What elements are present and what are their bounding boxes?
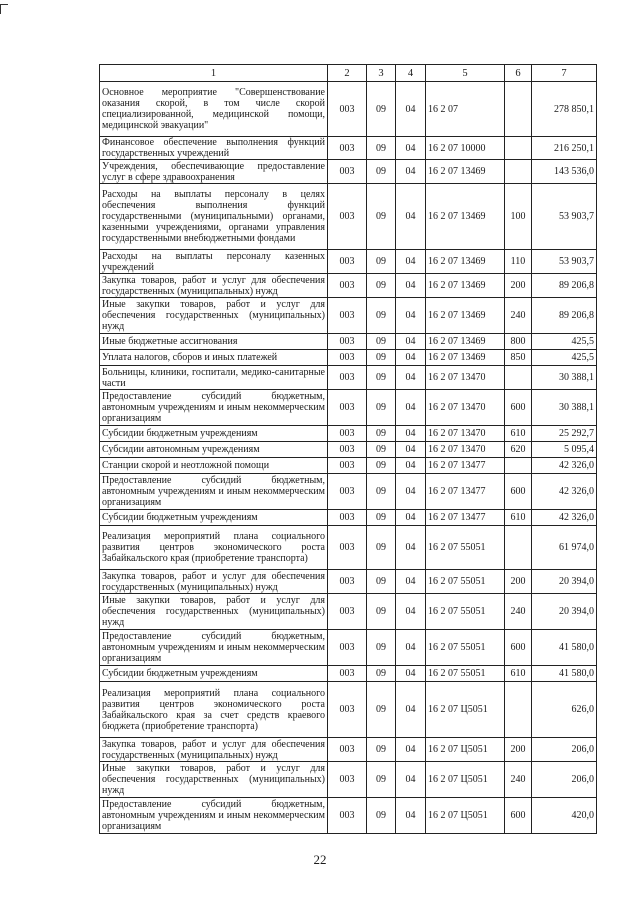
cell-admin-code: 003 — [328, 366, 367, 390]
cell-amount: 20 394,0 — [532, 570, 597, 594]
cell-section: 09 — [367, 526, 396, 570]
cell-admin-code: 003 — [328, 474, 367, 510]
cell-target-article: 16 2 07 Ц5051 — [426, 738, 505, 762]
cell-subsection: 04 — [396, 458, 426, 474]
header-col-4: 4 — [396, 65, 426, 82]
cell-amount: 41 580,0 — [532, 666, 597, 682]
cell-subsection: 04 — [396, 366, 426, 390]
cell-section: 09 — [367, 762, 396, 798]
table-row — [100, 298, 597, 334]
cell-expense-type: 240 — [505, 762, 532, 798]
cell-amount: 206,0 — [532, 738, 597, 762]
cell-admin-code: 003 — [328, 298, 367, 334]
cell-expense-type: 100 — [505, 184, 532, 250]
cell-target-article: 16 2 07 13469 — [426, 160, 505, 184]
cell-subsection: 04 — [396, 666, 426, 682]
cell-expense-type: 200 — [505, 570, 532, 594]
cell-expense-type: 200 — [505, 738, 532, 762]
cell-name: Станции скорой и неотложной помощи — [100, 458, 328, 474]
cell-admin-code: 003 — [328, 250, 367, 274]
cell-target-article: 16 2 07 13477 — [426, 510, 505, 526]
cell-section: 09 — [367, 350, 396, 366]
cell-subsection: 04 — [396, 82, 426, 137]
cell-expense-type: 600 — [505, 630, 532, 666]
cell-amount: 89 206,8 — [532, 298, 597, 334]
cell-name: Иные закупки товаров, работ и услуг для обеспечения государственных (муниципальных) нужд — [100, 298, 328, 334]
cell-name: Закупка товаров, работ и услуг для обеспечения государственных (муниципальных) нужд — [100, 274, 328, 298]
cell-name: Субсидии бюджетным учреждениям — [100, 426, 328, 442]
cell-target-article: 16 2 07 Ц5051 — [426, 798, 505, 834]
cell-admin-code: 003 — [328, 682, 367, 738]
table-row — [100, 798, 597, 834]
table-row — [100, 510, 597, 526]
cell-expense-type: 610 — [505, 426, 532, 442]
cell-amount: 42 326,0 — [532, 458, 597, 474]
table-row — [100, 442, 597, 458]
cell-expense-type: 620 — [505, 442, 532, 458]
cell-admin-code: 003 — [328, 798, 367, 834]
cell-section: 09 — [367, 426, 396, 442]
cell-name: Иные закупки товаров, работ и услуг для обеспечения государственных (муниципальных) нужд — [100, 762, 328, 798]
table-row — [100, 274, 597, 298]
cell-subsection: 04 — [396, 570, 426, 594]
cell-expense-type: 610 — [505, 666, 532, 682]
cell-name: Реализация мероприятий плана социального развития центров экономического роста Забайкальского края за счет средств краевого бюджета (приобретение транспорта) — [100, 682, 328, 738]
cell-section: 09 — [367, 458, 396, 474]
cell-target-article: 16 2 07 13470 — [426, 442, 505, 458]
cell-target-article: 16 2 07 55051 — [426, 630, 505, 666]
cell-expense-type: 200 — [505, 274, 532, 298]
cell-name: Предоставление субсидий бюджетным, автономным учреждениям и иным некоммерческим организациям — [100, 474, 328, 510]
cell-section: 09 — [367, 160, 396, 184]
table-row — [100, 250, 597, 274]
cell-amount: 206,0 — [532, 762, 597, 798]
cell-name: Иные бюджетные ассигнования — [100, 334, 328, 350]
cell-section: 09 — [367, 334, 396, 350]
cell-admin-code: 003 — [328, 160, 367, 184]
cell-subsection: 04 — [396, 334, 426, 350]
cell-name: Предоставление субсидий бюджетным, автономным учреждениям и иным некоммерческим организациям — [100, 798, 328, 834]
cell-amount: 420,0 — [532, 798, 597, 834]
cell-subsection: 04 — [396, 762, 426, 798]
cell-name: Уплата налогов, сборов и иных платежей — [100, 350, 328, 366]
cell-subsection: 04 — [396, 160, 426, 184]
cell-expense-type — [505, 682, 532, 738]
cell-section: 09 — [367, 630, 396, 666]
table-row — [100, 762, 597, 798]
cell-admin-code: 003 — [328, 350, 367, 366]
cell-target-article: 16 2 07 13477 — [426, 458, 505, 474]
page-number: 22 — [313, 852, 327, 867]
cell-target-article: 16 2 07 55051 — [426, 526, 505, 570]
cell-expense-type — [505, 458, 532, 474]
cell-section: 09 — [367, 442, 396, 458]
cell-admin-code: 003 — [328, 184, 367, 250]
cell-admin-code: 003 — [328, 510, 367, 526]
cell-expense-type — [505, 82, 532, 137]
cell-expense-type: 600 — [505, 474, 532, 510]
cell-name: Субсидии бюджетным учреждениям — [100, 510, 328, 526]
header-col-1: 1 — [100, 65, 328, 82]
cell-amount: 61 974,0 — [532, 526, 597, 570]
cell-section: 09 — [367, 184, 396, 250]
cell-subsection: 04 — [396, 594, 426, 630]
cell-name: Предоставление субсидий бюджетным, автономным учреждениям и иным некоммерческим организациям — [100, 630, 328, 666]
cell-target-article: 16 2 07 13470 — [426, 366, 505, 390]
table-row — [100, 474, 597, 510]
cell-admin-code: 003 — [328, 426, 367, 442]
cell-amount: 30 388,1 — [532, 366, 597, 390]
cell-expense-type — [505, 526, 532, 570]
cell-section: 09 — [367, 682, 396, 738]
cell-target-article: 16 2 07 13477 — [426, 474, 505, 510]
cell-amount: 25 292,7 — [532, 426, 597, 442]
cell-admin-code: 003 — [328, 526, 367, 570]
cell-name: Субсидии бюджетным учреждениям — [100, 666, 328, 682]
cell-target-article: 16 2 07 13470 — [426, 426, 505, 442]
cell-amount: 89 206,8 — [532, 274, 597, 298]
cell-name: Финансовое обеспечение выполнения функций государственных учреждений — [100, 137, 328, 160]
cell-subsection: 04 — [396, 526, 426, 570]
cell-amount: 20 394,0 — [532, 594, 597, 630]
cell-expense-type: 240 — [505, 594, 532, 630]
cell-admin-code: 003 — [328, 390, 367, 426]
table-row — [100, 334, 597, 350]
cell-amount: 53 903,7 — [532, 250, 597, 274]
cell-amount: 41 580,0 — [532, 630, 597, 666]
cell-admin-code: 003 — [328, 738, 367, 762]
header-col-7: 7 — [532, 65, 597, 82]
cell-expense-type: 600 — [505, 798, 532, 834]
header-col-2: 2 — [328, 65, 367, 82]
table-row — [100, 350, 597, 366]
cell-name: Основное мероприятие "Совершенствование оказания скорой, в том числе скорой специализированной, медицинской помощи, медицинской эвакуации" — [100, 82, 328, 137]
header-col-3: 3 — [367, 65, 396, 82]
cell-section: 09 — [367, 738, 396, 762]
table-row — [100, 426, 597, 442]
cell-admin-code: 003 — [328, 458, 367, 474]
cell-target-article: 16 2 07 Ц5051 — [426, 682, 505, 738]
table-row — [100, 630, 597, 666]
table-row — [100, 526, 597, 570]
cell-section: 09 — [367, 510, 396, 526]
table-row — [100, 594, 597, 630]
table-row — [100, 458, 597, 474]
cell-subsection: 04 — [396, 426, 426, 442]
cell-expense-type: 610 — [505, 510, 532, 526]
cell-subsection: 04 — [396, 137, 426, 160]
table-row — [100, 570, 597, 594]
cell-name: Учреждения, обеспечивающие предоставление услуг в сфере здравоохранения — [100, 160, 328, 184]
cell-section: 09 — [367, 390, 396, 426]
table-row — [100, 82, 597, 137]
table-header-row — [100, 65, 597, 82]
cell-section: 09 — [367, 274, 396, 298]
cell-admin-code: 003 — [328, 594, 367, 630]
cell-subsection: 04 — [396, 474, 426, 510]
cell-subsection: 04 — [396, 274, 426, 298]
cell-target-article: 16 2 07 13469 — [426, 298, 505, 334]
cell-subsection: 04 — [396, 184, 426, 250]
cell-target-article: 16 2 07 Ц5051 — [426, 762, 505, 798]
cell-name: Закупка товаров, работ и услуг для обеспечения государственных (муниципальных) нужд — [100, 738, 328, 762]
cell-amount: 425,5 — [532, 334, 597, 350]
table-row — [100, 390, 597, 426]
header-col-6: 6 — [505, 65, 532, 82]
cell-subsection: 04 — [396, 682, 426, 738]
cell-amount: 42 326,0 — [532, 474, 597, 510]
cell-amount: 42 326,0 — [532, 510, 597, 526]
cell-target-article: 16 2 07 10000 — [426, 137, 505, 160]
table-row — [100, 184, 597, 250]
cell-admin-code: 003 — [328, 274, 367, 298]
table-row — [100, 160, 597, 184]
cell-expense-type: 800 — [505, 334, 532, 350]
cell-subsection: 04 — [396, 390, 426, 426]
cell-subsection: 04 — [396, 630, 426, 666]
cell-amount: 425,5 — [532, 350, 597, 366]
cell-target-article: 16 2 07 55051 — [426, 594, 505, 630]
cell-section: 09 — [367, 474, 396, 510]
cell-target-article: 16 2 07 — [426, 82, 505, 137]
cell-expense-type: 600 — [505, 390, 532, 426]
cell-amount: 143 536,0 — [532, 160, 597, 184]
cell-amount: 53 903,7 — [532, 184, 597, 250]
cell-name: Иные закупки товаров, работ и услуг для обеспечения государственных (муниципальных) нужд — [100, 594, 328, 630]
cell-section: 09 — [367, 570, 396, 594]
header-col-5: 5 — [426, 65, 505, 82]
cell-section: 09 — [367, 137, 396, 160]
cell-admin-code: 003 — [328, 137, 367, 160]
cell-admin-code: 003 — [328, 442, 367, 458]
cell-target-article: 16 2 07 13470 — [426, 390, 505, 426]
cell-target-article: 16 2 07 13469 — [426, 250, 505, 274]
cell-target-article: 16 2 07 13469 — [426, 274, 505, 298]
cell-name: Предоставление субсидий бюджетным, автономным учреждениям и иным некоммерческим организациям — [100, 390, 328, 426]
cell-expense-type — [505, 366, 532, 390]
cell-amount: 278 850,1 — [532, 82, 597, 137]
table-row — [100, 682, 597, 738]
cell-subsection: 04 — [396, 798, 426, 834]
cell-expense-type: 240 — [505, 298, 532, 334]
cell-section: 09 — [367, 82, 396, 137]
budget-table — [99, 64, 597, 834]
cell-target-article: 16 2 07 13469 — [426, 350, 505, 366]
cell-admin-code: 003 — [328, 570, 367, 594]
cell-subsection: 04 — [396, 442, 426, 458]
cell-name: Больницы, клиники, госпитали, медико-санитарные части — [100, 366, 328, 390]
cell-expense-type — [505, 137, 532, 160]
cell-section: 09 — [367, 250, 396, 274]
cell-admin-code: 003 — [328, 762, 367, 798]
cell-name: Субсидии автономным учреждениям — [100, 442, 328, 458]
cell-subsection: 04 — [396, 298, 426, 334]
cell-subsection: 04 — [396, 510, 426, 526]
cell-section: 09 — [367, 366, 396, 390]
cell-admin-code: 003 — [328, 334, 367, 350]
cell-target-article: 16 2 07 55051 — [426, 570, 505, 594]
cell-name: Реализация мероприятий плана социального развития центров экономического роста Забайкальского края (приобретение транспорта) — [100, 526, 328, 570]
cell-expense-type: 850 — [505, 350, 532, 366]
cell-section: 09 — [367, 298, 396, 334]
cell-section: 09 — [367, 798, 396, 834]
cell-subsection: 04 — [396, 250, 426, 274]
cell-admin-code: 003 — [328, 630, 367, 666]
table-row — [100, 137, 597, 160]
cell-amount: 626,0 — [532, 682, 597, 738]
cell-amount: 216 250,1 — [532, 137, 597, 160]
table-row — [100, 666, 597, 682]
cell-name: Расходы на выплаты персоналу в целях обеспечения выполнения функций государственными (муниципальными) органами, казенными учреждениями, органами управления государственными внебюджетными фондами — [100, 184, 328, 250]
cell-subsection: 04 — [396, 738, 426, 762]
cell-expense-type: 110 — [505, 250, 532, 274]
cell-section: 09 — [367, 594, 396, 630]
cell-target-article: 16 2 07 13469 — [426, 184, 505, 250]
cell-section: 09 — [367, 666, 396, 682]
table-row — [100, 366, 597, 390]
cell-amount: 30 388,1 — [532, 390, 597, 426]
cell-name: Расходы на выплаты персоналу казенных учреждений — [100, 250, 328, 274]
cell-expense-type — [505, 160, 532, 184]
cell-admin-code: 003 — [328, 666, 367, 682]
cell-subsection: 04 — [396, 350, 426, 366]
scan-corner-mark — [0, 4, 8, 5]
cell-amount: 5 095,4 — [532, 442, 597, 458]
cell-target-article: 16 2 07 55051 — [426, 666, 505, 682]
cell-target-article: 16 2 07 13469 — [426, 334, 505, 350]
table-row — [100, 738, 597, 762]
cell-name: Закупка товаров, работ и услуг для обеспечения государственных (муниципальных) нужд — [100, 570, 328, 594]
cell-admin-code: 003 — [328, 82, 367, 137]
table-body — [100, 82, 597, 834]
